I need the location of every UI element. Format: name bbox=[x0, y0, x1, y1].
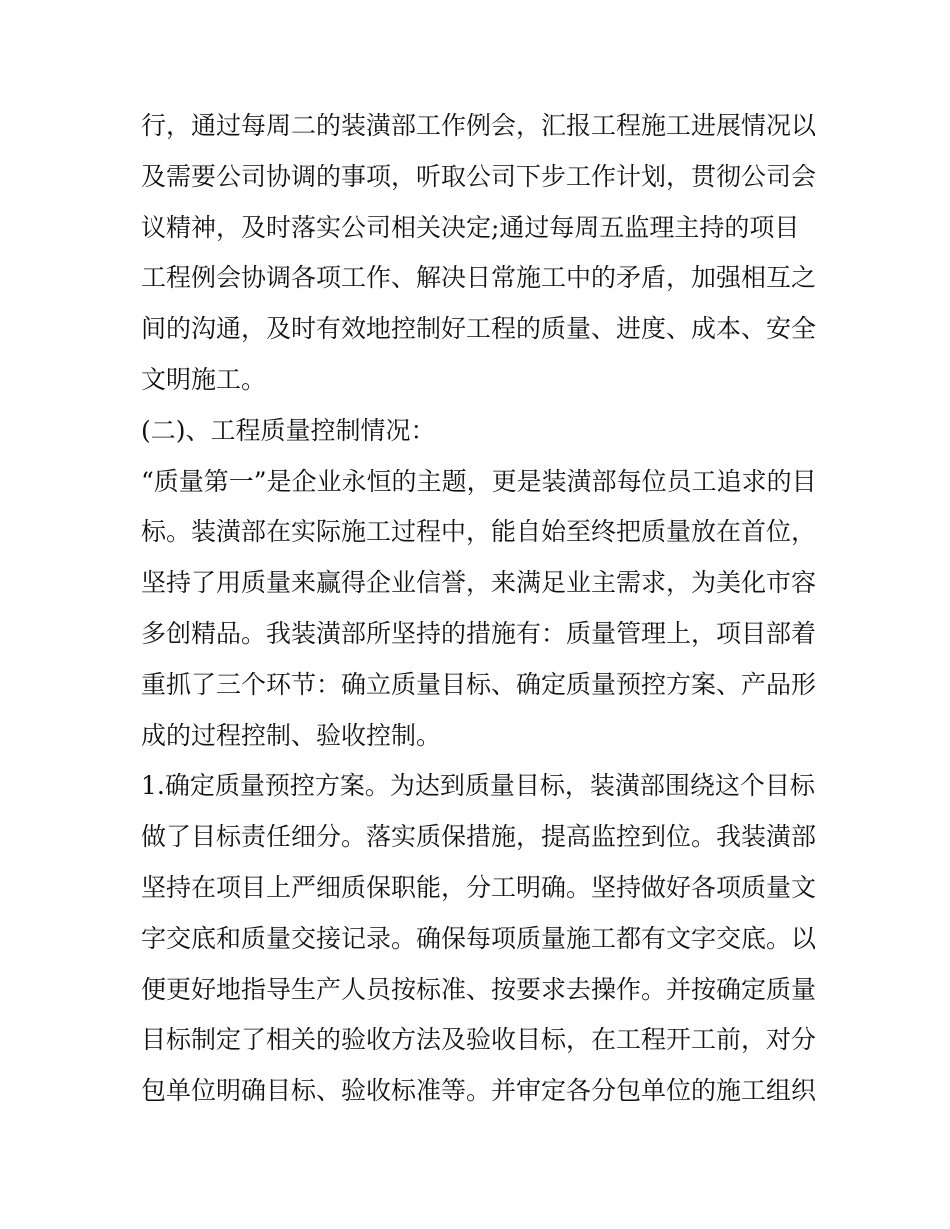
text-line: 成的过程控制、验收控制。 bbox=[141, 720, 442, 750]
body-text bbox=[141, 101, 821, 1117]
text-line: “质量第一”是企业永恒的主题，更是装潢部每位员工追求的目 bbox=[141, 466, 817, 496]
text-line: 行，通过每周二的装潢部工作例会，汇报工程施工进展情况以 bbox=[141, 111, 817, 140]
text-line: 坚持在项目上严细质保职能，分工明确。坚持做好各项质量文 bbox=[141, 872, 817, 902]
text-line: 间的沟通，及时有效地控制好工程的质量、进度、成本、安全 bbox=[141, 314, 817, 344]
text-line: 坚持了用质量来赢得企业信誉，来满足业主需求，为美化市容 bbox=[141, 568, 817, 598]
text-line: 做了目标责任细分。落实质保措施，提高监控到位。我装潢部 bbox=[141, 822, 817, 852]
text-line: 工程例会协调各项工作、解决日常施工中的矛盾，加强相互之 bbox=[141, 263, 817, 293]
text-line: 包单位明确目标、验收标准等。并审定各分包单位的施工组织 bbox=[141, 1076, 817, 1106]
text-line: 1.确定质量预控方案。为达到质量目标，装潢部围绕这个目标 bbox=[141, 771, 815, 801]
text-line: 议精神，及时落实公司相关决定;通过每周五监理主持的项目 bbox=[141, 212, 800, 242]
text-line: 多创精品。我装潢部所坚持的措施有：质量管理上，项目部着 bbox=[141, 618, 817, 648]
text-line: 及需要公司协调的事项，听取公司下步工作计划，贯彻公司会 bbox=[141, 161, 817, 191]
text-line: 字交底和质量交接记录。确保每项质量施工都有文字交底。以 bbox=[141, 923, 817, 953]
text-line: 目标制定了相关的验收方法及验收目标，在工程开工前，对分 bbox=[141, 1025, 817, 1055]
text-line: 便更好地指导生产人员按标准、按要求去操作。并按确定质量 bbox=[141, 974, 817, 1004]
section-heading: (二)、工程质量控制情况： bbox=[141, 415, 436, 445]
text-line: 标。装潢部在实际施工过程中，能自始至终把质量放在首位， bbox=[141, 517, 817, 547]
text-line: 重抓了三个环节：确立质量目标、确定质量预控方案、产品形 bbox=[141, 669, 817, 699]
text-line: 文明施工。 bbox=[141, 364, 267, 394]
